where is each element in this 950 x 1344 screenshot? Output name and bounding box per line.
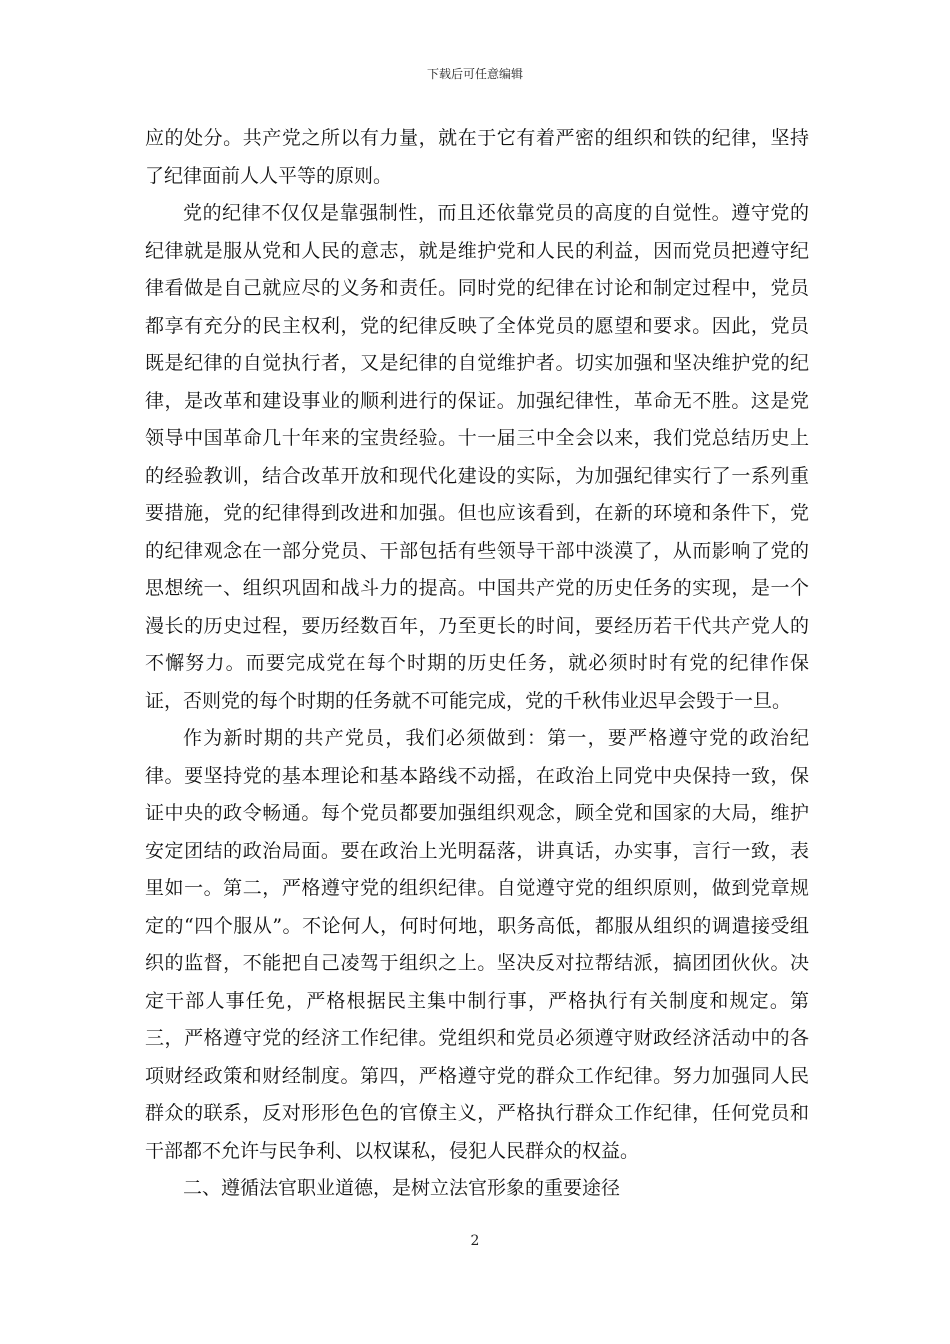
paragraph-party-member-duties: 作为新时期的共产党员，我们必须做到：第一，要严格遵守党的政治纪律。要坚持党的基本理论和基本路线不动摇，在政治上同党中央保持一致，保证中央的政令畅通。每个党员都要加强组织观念，顾全党和国家的大局，维护安定团结的政治局面。要在政治上光明磊落，讲真话，办实事，言行一致，表里如一。第二，严格遵守党的组织纪律。自觉遵守党的组织原则，做到党章规定的“四个服从”。不论何人，何时何地，职务高低，都服从组织的调遣接受组织的监督，不能把自己凌驾于组织之上。坚决反对拉帮结派，搞团团伙伙。决定干部人事任免，严格根据民主集中制行事，严格执行有关制度和规定。第三，严格遵守党的经济工作纪律。党组织和党员必须遵守财政经济活动中的各项财经政策和财经制度。第四，严格遵守党的群众工作纪律。努力加强同人民群众的联系，反对形形色色的官僚主义，严格执行群众工作纪律，任何党员和干部都不允许与民争利、以权谋私，侵犯人民群众的权益。 bbox=[145, 727, 809, 1162]
document-body bbox=[145, 120, 809, 1208]
section-heading: 二、遵循法官职业道德，是树立法官形象的重要途径 bbox=[183, 1177, 621, 1199]
paragraph-party-discipline: 党的纪律不仅仅是靠强制性，而且还依靠党员的高度的自觉性。遵守党的纪律就是服从党和人民的意志，就是维护党和人民的利益，因而党员把遵守纪律看做是自己就应尽的义务和责任。同时党的纪律在讨论和制定过程中，党员都享有充分的民主权利，党的纪律反映了全体党员的愿望和要求。因此，党员既是纪律的自觉执行者，又是纪律的自觉维护者。切实加强和坚决维护党的纪律，是改革和建设事业的顺利进行的保证。加强纪律性，革命无不胜。这是党领导中国革命几十年来的宝贵经验。十一届三中全会以来，我们党总结历史上的经验教训，结合改革开放和现代化建设的实际，为加强纪律实行了一系列重要措施，党的纪律得到改进和加强。但也应该看到，在新的环境和条件下，党的纪律观念在一部分党员、干部包括有些领导干部中淡漠了，从而影响了党的思想统一、组织巩固和战斗力的提高。中国共产党的历史任务的实现，是一个漫长的历史过程，要历经数百年，乃至更长的时间，要经历若干代共产党人的不懈努力。而要完成党在每个时期的历史任务，就必须时时有党的纪律作保证，否则党的每个时期的任务就不可能完成，党的千秋伟业迟早会毁于一旦。 bbox=[145, 202, 809, 712]
page-number: 2 bbox=[470, 1233, 480, 1249]
paragraph-continuation: 应的处分。共产党之所以有力量，就在于它有着严密的组织和铁的纪律，坚持了纪律面前人人平等的原则。 bbox=[145, 127, 809, 187]
page-header: 下载后可任意编辑 bbox=[426, 67, 523, 81]
